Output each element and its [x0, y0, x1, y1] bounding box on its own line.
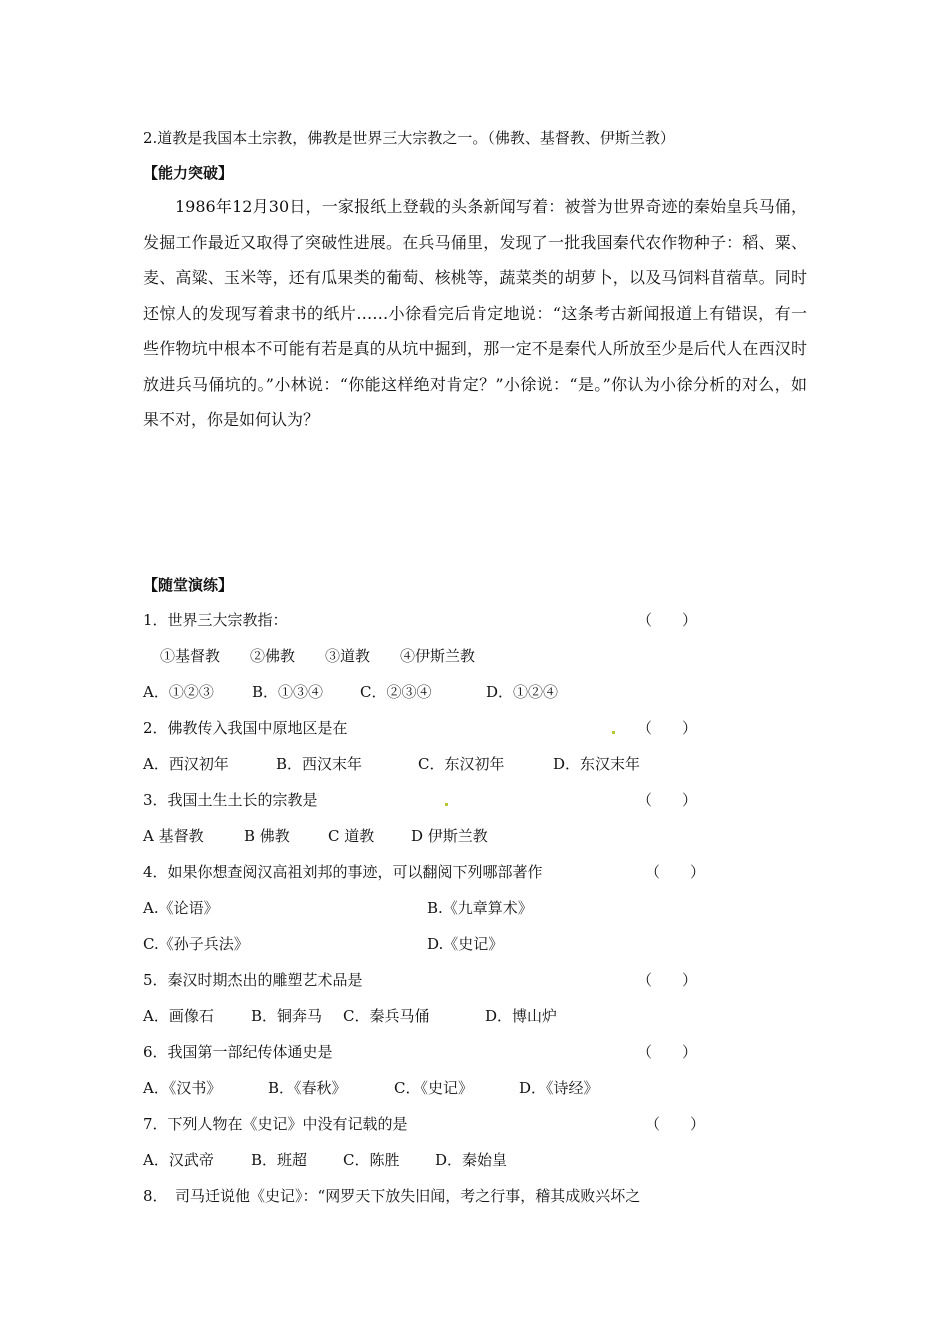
option-c: C．陈胜 — [343, 1151, 400, 1169]
question-sub-items: ①基督教 ②佛教 ③道教 ④伊斯兰教 — [160, 647, 476, 665]
option-d: D．博山炉 — [485, 1007, 558, 1025]
option-a: A 基督教 — [143, 827, 204, 845]
option-b: B.《九章算术》 — [427, 899, 533, 917]
question-stem: 5．秦汉时期杰出的雕塑艺术品是 — [143, 971, 363, 989]
answer-blank: （ ） — [645, 863, 706, 881]
question-stem: 1．世界三大宗教指： — [143, 611, 288, 629]
answer-blank: （ ） — [637, 611, 698, 629]
option-d: D．东汉末年 — [553, 755, 641, 773]
question-stem: 3．我国土生土长的宗教是 — [143, 791, 318, 809]
option-d: D.《史记》 — [427, 935, 504, 953]
option-c: C 道教 — [328, 827, 375, 845]
option-c: C．东汉初年 — [418, 755, 505, 773]
speck-mark — [445, 803, 448, 806]
practice-heading: 【随堂演练】 — [143, 576, 234, 594]
option-a: A．汉武帝 — [143, 1151, 214, 1169]
speck-mark — [612, 731, 615, 734]
option-a: A．①②③ — [143, 683, 214, 701]
option-b: B．①③④ — [252, 683, 324, 701]
option-c: C．《史记》 — [394, 1079, 473, 1097]
question-stem: 4．如果你想查阅汉高祖刘邦的事迹，可以翻阅下列哪部著作 — [143, 863, 543, 881]
question-stem: 2．佛教传入我国中原地区是在 — [143, 719, 348, 737]
option-b: B 佛教 — [244, 827, 290, 845]
option-a: A．西汉初年 — [143, 755, 229, 773]
option-b: B．铜奔马 — [251, 1007, 323, 1025]
option-d: D 伊斯兰教 — [411, 827, 488, 845]
option-b: B．班超 — [251, 1151, 308, 1169]
option-a: A．《汉书》 — [143, 1079, 222, 1097]
question-stem: 8． 司马迁说他《史记》：“网罗天下放失旧闻，考之行事，稽其成败兴坏之 — [143, 1187, 641, 1205]
question-stem: 6．我国第一部纪传体通史是 — [143, 1043, 333, 1061]
answer-blank: （ ） — [637, 791, 698, 809]
option-c: C.《孙子兵法》 — [143, 935, 249, 953]
option-c: C．②③④ — [360, 683, 432, 701]
ability-heading: 【能力突破】 — [143, 164, 234, 182]
answer-blank: （ ） — [645, 1115, 706, 1133]
option-d: D．《诗经》 — [519, 1079, 599, 1097]
answer-blank: （ ） — [637, 1043, 698, 1061]
option-a: A.《论语》 — [143, 899, 219, 917]
answer-blank: （ ） — [637, 971, 698, 989]
question-stem: 7．下列人物在《史记》中没有记载的是 — [143, 1115, 408, 1133]
option-b: B．《春秋》 — [268, 1079, 347, 1097]
option-a: A．画像石 — [143, 1007, 214, 1025]
option-d: D．秦始皇 — [435, 1151, 508, 1169]
option-c: C．秦兵马俑 — [343, 1007, 430, 1025]
ability-paragraph: 1986年12月30日，一家报纸上登载的头条新闻写着：被誉为世界奇迹的秦始皇兵马俑，发掘工作最近又取得了突破性进展。在兵马俑里，发现了一批我国秦代农作物种子：稻、粟、麦、高粱、玉米等，还有瓜果类的葡萄、核桃等，蔬菜类的胡萝卜，以及马饲料苜蓿草。同时还惊人的发现写着隶书的纸片……小徐看完后肯定地说：“这条考古新闻报道上有错误，有一些作物坑中根本不可能有若是真的从坑中掘到，那一定不是秦代人所放至少是后代人在西汉时放进兵马俑坑的。”小林说：“你能这样绝对肯定？”小徐说：“是。”你认为小徐分析的对么，如果不对，你是如何认为？ — [143, 197, 807, 429]
intro-line: 2.道教是我国本土宗教，佛教是世界三大宗教之一。（佛教、基督教、伊斯兰教） — [143, 129, 675, 147]
option-d: D．①②④ — [486, 683, 559, 701]
answer-blank: （ ） — [637, 719, 698, 737]
option-b: B．西汉末年 — [276, 755, 363, 773]
